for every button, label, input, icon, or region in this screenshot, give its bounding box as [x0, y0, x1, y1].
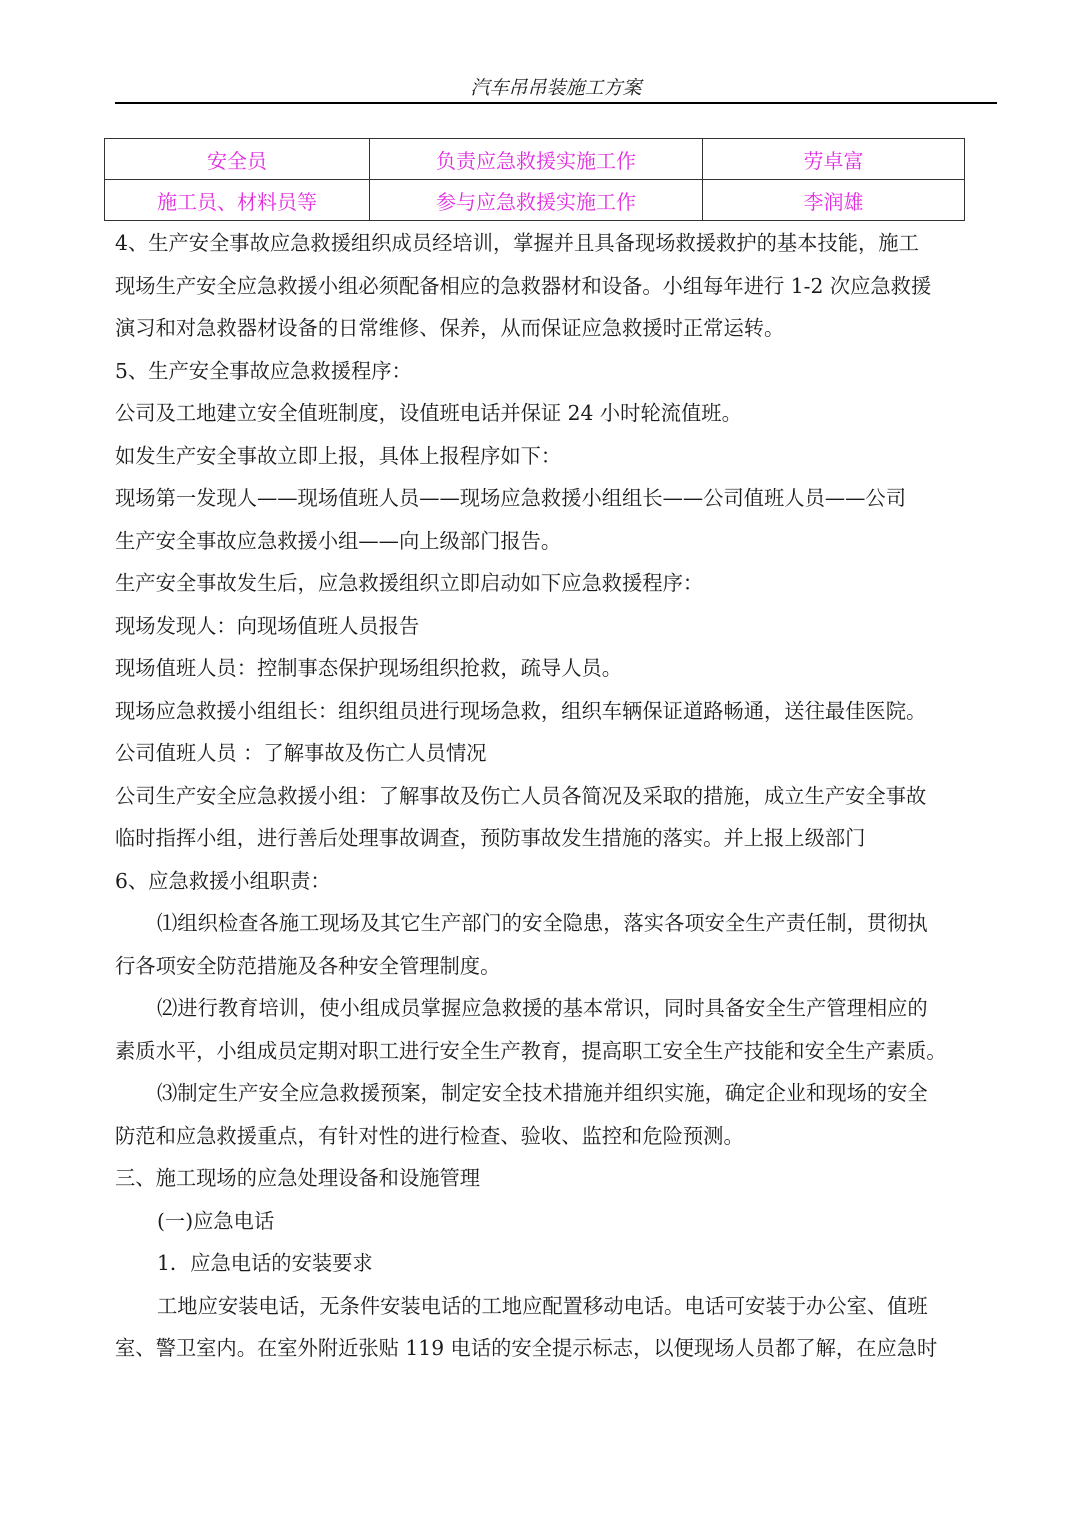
- text-line: 行各项安全防范措施及各种安全管理制度。: [115, 953, 501, 978]
- text-line: 防范和应急救援重点，有针对性的进行检查、验收、监控和危险预测。: [115, 1123, 744, 1148]
- document-title: 汽车吊吊装施工方案: [470, 77, 642, 99]
- table-cell-role: 安全员: [105, 139, 370, 180]
- text-line: 工地应安装电话，无条件安装电话的工地应配置移动电话。电话可安装于办公室、值班: [157, 1293, 928, 1318]
- table-cell-person: 李润雄: [703, 180, 965, 221]
- text-line: 生产安全事故发生后，应急救援组织立即启动如下应急救援程序：: [115, 571, 704, 595]
- text-line: 室、警卫室内。在室外附近张贴 119 电话的安全提示标志，以便现场人员都了解，在应急时: [115, 1336, 938, 1360]
- text-line: 现场生产安全应急救援小组必须配备相应的急救器材和设备。小组每年进行 1-2 次应急救援: [115, 273, 932, 298]
- table-cell-person: 劳卓富: [703, 139, 965, 180]
- text-line: 现场值班人员：控制事态保护现场组织抢救，疏导人员。: [115, 656, 623, 680]
- list-item: ⑴组织检查各施工现场及其它生产部门的安全隐患，落实各项安全生产责任制，贯彻执: [157, 911, 928, 935]
- text-line: 4、生产安全事故应急救援组织成员经培训，掌握并且具备现场救援救护的基本技能，施工: [115, 231, 919, 255]
- text-line: 生产安全事故应急救援小组——向上级部门报告。: [115, 528, 562, 553]
- list-item: ⑵进行教育培训，使小组成员掌握应急救援的基本常识，同时具备安全生产管理相应的: [157, 996, 928, 1020]
- list-item: ⑶制定生产安全应急救援预案，制定安全技术措施并组织实施，确定企业和现场的安全: [157, 1081, 928, 1105]
- table-cell-duty: 负责应急救援实施工作: [370, 139, 703, 180]
- staff-table: [104, 138, 965, 221]
- page-header: [115, 74, 997, 104]
- text-line: 如发生产安全事故立即上报，具体上报程序如下：: [115, 443, 562, 468]
- table-row: [105, 139, 965, 180]
- text-line: 现场应急救援小组组长：组织组员进行现场急救，组织车辆保证道路畅通，送往最佳医院。: [115, 698, 927, 723]
- table-row: [105, 180, 965, 221]
- subsection-heading: 1．应急电话的安装要求: [157, 1251, 373, 1275]
- section-heading: 6、应急救援小组职责：: [115, 868, 331, 893]
- section-heading: 三、施工现场的应急处理设备和设施管理: [115, 1166, 481, 1190]
- text-line: 公司及工地建立安全值班制度，设值班电话并保证 24 小时轮流值班。: [115, 401, 742, 425]
- text-line: 现场第一发现人——现场值班人员——现场应急救援小组组长——公司值班人员——公司: [115, 486, 906, 510]
- text-line: 临时指挥小组，进行善后处理事故调查，预防事故发生措施的落实。并上报上级部门: [115, 826, 866, 850]
- table-cell-duty: 参与应急救援实施工作: [370, 180, 703, 221]
- table-cell-role: 施工员、材料员等: [105, 180, 370, 221]
- text-line: 公司生产安全应急救援小组：了解事故及伤亡人员各简况及采取的措施，成立生产安全事故: [115, 783, 927, 808]
- subsection-heading: (一)应急电话: [157, 1208, 275, 1233]
- section-heading: 5、生产安全事故应急救援程序：: [115, 358, 412, 383]
- text-line: 公司值班人员 ：了解事故及伤亡人员情况: [115, 741, 487, 765]
- document-body: [115, 222, 979, 1370]
- text-line: 演习和对急救器材设备的日常维修、保养，从而保证应急救援时正常运转。: [115, 316, 785, 340]
- text-line: 素质水平，小组成员定期对职工进行安全生产教育，提高职工安全生产技能和安全生产素质。: [115, 1038, 947, 1063]
- text-line: 现场发现人：向现场值班人员报告: [115, 613, 420, 638]
